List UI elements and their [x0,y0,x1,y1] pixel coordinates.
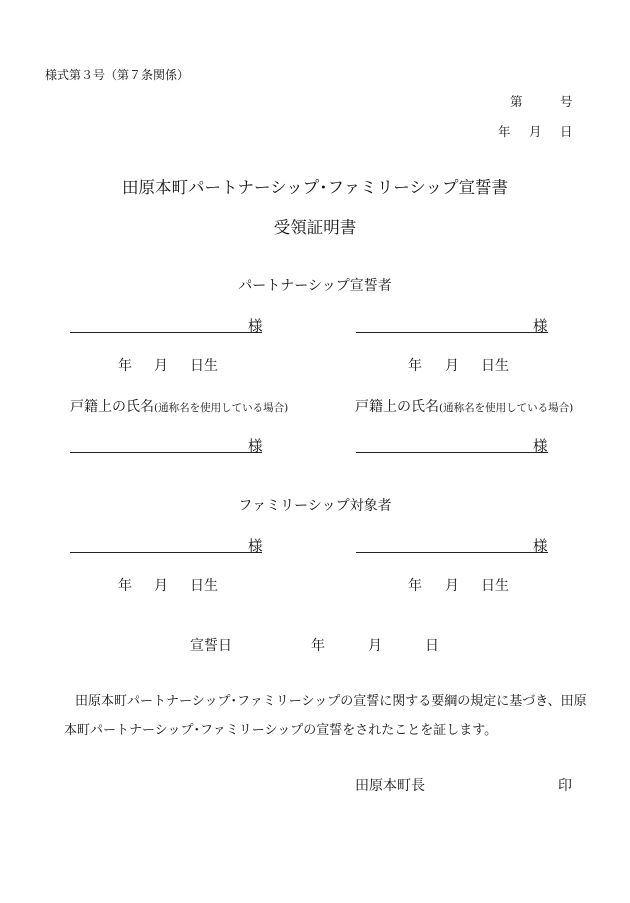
mayor-title: 田原本町長 [355,778,425,794]
family1-birth-day: 日生 [190,578,218,594]
partner1-registry-label [70,396,288,416]
document-title: 田原本町パートナーシップ･ファミリーシップ宣誓書 [121,178,509,197]
partner1-registry-line [70,452,262,453]
partner1-name-line [70,332,262,333]
oath-date-day: 日 [425,638,439,654]
family-section-heading: ファミリーシップ対象者 [238,498,392,514]
partner2-honorific: 様 [533,319,548,335]
certification-text-line2: 本町パートナーシップ･ファミリーシップの宣誓をされたことを証します。 [64,723,498,738]
family1-birth-year: 年 [118,578,132,594]
registry-name-label: 戸籍上の氏名 [355,399,439,415]
family2-name-line [356,552,548,553]
seal-mark: 印 [558,778,572,794]
form-number: 様式第３号（第７条関係） [45,68,190,82]
issue-year-label: 年 [498,124,511,139]
registry-name-label: 戸籍上の氏名 [70,399,154,415]
registry-name-note: (通称名を使用している場合) [154,402,289,414]
partner2-registry-line [356,452,548,453]
family2-birth-year: 年 [408,578,422,594]
partner2-birth-month: 月 [445,358,459,374]
partner1-birth-month: 月 [154,358,168,374]
registry-name-note: (通称名を使用している場合) [439,402,574,414]
family1-birth-month: 月 [154,578,168,594]
certification-text-line1: 田原本町パートナーシップ･ファミリーシップの宣誓に関する要綱の規定に基づき、田原 [75,694,587,709]
issue-month-label: 月 [529,124,542,139]
oath-date-label: 宣誓日 [190,638,232,654]
partner2-birth-year: 年 [408,358,422,374]
family2-birth-month: 月 [445,578,459,594]
partner2-birth-day: 日生 [481,358,509,374]
family2-honorific: 様 [533,539,548,555]
partner-section-heading: パートナーシップ宣誓者 [238,278,392,294]
partner2-registry-honorific: 様 [533,439,548,455]
family2-birth-day: 日生 [481,578,509,594]
family1-honorific: 様 [248,539,263,555]
partner1-honorific: 様 [248,319,263,335]
number-prefix: 第 [510,94,523,109]
partner2-name-line [356,332,548,333]
issue-day-label: 日 [560,124,573,139]
partner2-registry-label [355,396,573,416]
oath-date-year: 年 [311,638,325,654]
family1-name-line [70,552,262,553]
partner1-birth-day: 日生 [190,358,218,374]
number-suffix: 号 [560,94,573,109]
partner1-registry-honorific: 様 [248,439,263,455]
oath-date-month: 月 [368,638,382,654]
document-subtitle: 受領証明書 [273,218,357,237]
partner1-birth-year: 年 [118,358,132,374]
